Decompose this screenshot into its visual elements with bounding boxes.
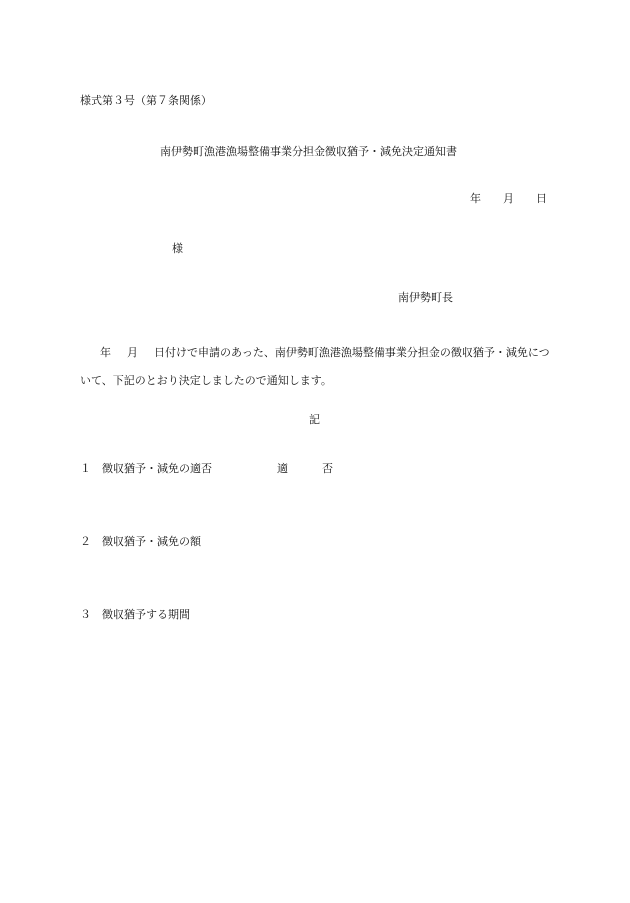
item-label: 徴収猶予・減免の額 [102,535,201,548]
date-year-label: 年 [470,192,481,205]
approve-option: 適 [277,462,288,475]
date-line [470,192,547,206]
body-year-label: 年 [100,346,111,359]
item-label: 徴収猶予する期間 [102,608,190,621]
item-number: １ [80,462,91,475]
issuer-name: 南伊勢町長 [398,291,453,304]
body-month-label: 月 [127,346,138,359]
body-paragraph [80,339,556,395]
list-item [80,608,190,622]
date-day-label: 日 [536,192,547,205]
approval-choices [277,462,333,476]
deny-option: 否 [322,462,333,475]
date-month-label: 月 [503,192,514,205]
item-number: ３ [80,608,91,621]
ki-heading: 記 [309,413,320,426]
form-number: 様式第３号（第７条関係） [80,94,212,107]
body-text: 日付けで申請のあった、南伊勢町漁港漁場整備事業分担金の徴収猶予・減免について、下記のとおり決定しましたので通知します。 [80,346,550,387]
list-item [80,462,212,476]
list-item [80,535,201,549]
document-title: 南伊勢町漁港漁場整備事業分担金徴収猶予・減免決定通知書 [160,145,457,158]
item-label: 徴収猶予・減免の適否 [102,462,212,475]
addressee-suffix: 様 [172,242,183,255]
item-number: ２ [80,535,91,548]
